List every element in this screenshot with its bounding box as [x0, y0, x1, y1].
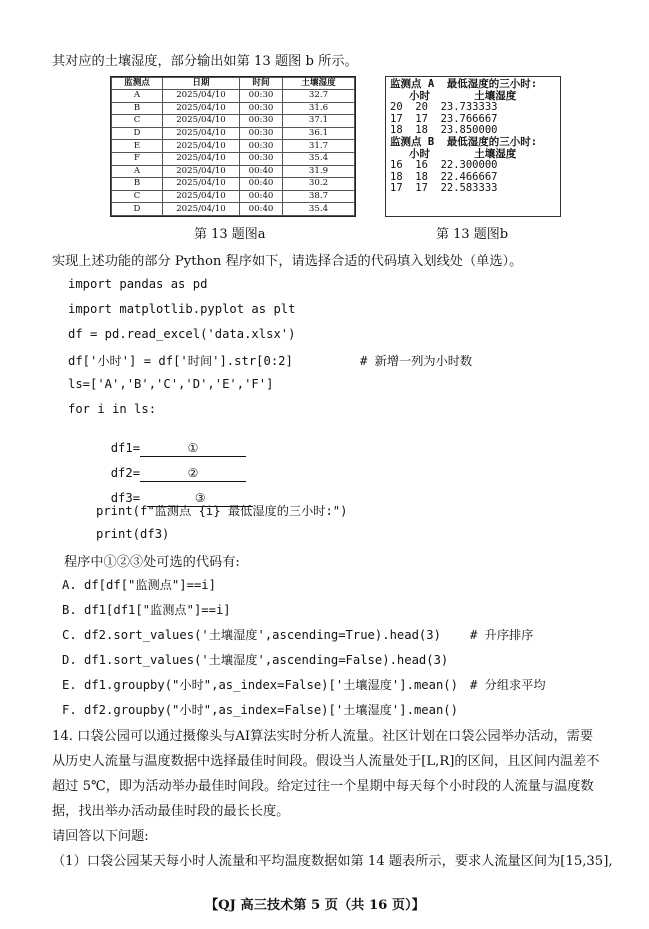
- cell: 2025/04/10: [163, 140, 240, 153]
- q14-line-6: （1）口袋公园某天每小时人流量和平均温度数据如第 14 题表所示，要求人流量区间为[15,35],: [52, 854, 613, 869]
- output-line: 20 20 23.733333: [390, 101, 498, 114]
- cell: D: [112, 203, 163, 216]
- table-row: [112, 115, 355, 128]
- cell: 2025/04/10: [163, 178, 240, 191]
- options-intro: 程序中①②③处可选的代码有:: [64, 555, 240, 570]
- cell: B: [112, 102, 163, 115]
- table-row: [112, 165, 355, 178]
- table-row: [112, 102, 355, 115]
- q14-line-4: 据，找出举办活动最佳时段的最长长度。: [52, 804, 290, 819]
- header-time: 时间: [240, 78, 283, 90]
- cell: 36.1: [283, 127, 355, 140]
- output-line: 17 17 23.766667: [390, 112, 498, 125]
- cell: 31.7: [283, 140, 355, 153]
- cell: 2025/04/10: [163, 165, 240, 178]
- code-line-print-title: print(f"监测点 {i} 最低湿度的三小时:"): [96, 504, 348, 518]
- cell: 00:40: [240, 203, 283, 216]
- cell: E: [112, 140, 163, 153]
- cell: C: [112, 190, 163, 203]
- code-comment-hour: # 新增一列为小时数: [360, 354, 473, 368]
- cell: 00:40: [240, 190, 283, 203]
- option-f: F. df2.groupby("小时",as_index=False)['土壤湿度'].mean(): [62, 703, 458, 717]
- code-line-3: df = pd.read_excel('data.xlsx'): [68, 327, 296, 341]
- df1-assign: df1=: [110, 441, 141, 455]
- cell: 37.1: [283, 115, 355, 128]
- cell: 00:30: [240, 140, 283, 153]
- cell: D: [112, 127, 163, 140]
- option-b: B. df1[df1["监测点"]==i]: [62, 603, 231, 617]
- table-row: [112, 190, 355, 203]
- output-line: 17 17 22.583333: [390, 182, 498, 195]
- q14-line-2: 从历史人流量与温度数据中选择最佳时间段。假设当人流量处于[L,R]的区间，且区间内温差不: [52, 754, 600, 769]
- cell: 00:30: [240, 115, 283, 128]
- q14-line-1: 14. 口袋公园可以通过摄像头与AI算法实时分析人流量。社区计划在口袋公园举办活动，需要: [52, 729, 594, 744]
- program-output-panel: [385, 76, 561, 217]
- cell: 31.9: [283, 165, 355, 178]
- code-line-2: import matplotlib.pyplot as plt: [68, 302, 296, 316]
- table-row: [112, 178, 355, 191]
- task-instruction: 实现上述功能的部分 Python 程序如下，请选择合适的代码填入划线处（单选）。: [52, 254, 523, 269]
- option-c-comment: # 升序排序: [470, 628, 534, 642]
- cell: 00:30: [240, 152, 283, 165]
- code-line-4: df['小时'] = df['时间'].str[0:2]: [68, 354, 293, 368]
- table-row: [112, 152, 355, 165]
- cell: 38.7: [283, 190, 355, 203]
- cell: 2025/04/10: [163, 127, 240, 140]
- caption-figure-b: 第 13 题图b: [436, 227, 509, 242]
- df3-assign: df3=: [110, 491, 148, 505]
- cell: 00:30: [240, 127, 283, 140]
- cell: 2025/04/10: [163, 203, 240, 216]
- page-footer: 【QJ 高三技术第 5 页（共 16 页）】: [205, 898, 425, 913]
- cell: 35.4: [283, 152, 355, 165]
- code-line-6: for i in ls:: [68, 402, 157, 416]
- cell: 2025/04/10: [163, 102, 240, 115]
- q14-line-3: 超过 5℃，即为活动举办最佳时间段。给定过往一个星期中每天每个小时段的人流量与温度数: [52, 779, 594, 794]
- option-e-comment: # 分组求平均: [470, 678, 546, 692]
- blank-3: ③: [147, 491, 253, 507]
- cell: 2025/04/10: [163, 190, 240, 203]
- df2-assign: df2=: [110, 466, 141, 480]
- output-line: 16 16 22.300000: [390, 159, 498, 172]
- cell: 2025/04/10: [163, 115, 240, 128]
- cell: 30.2: [283, 178, 355, 191]
- output-line: 18 18 22.466667: [390, 170, 498, 183]
- cell: F: [112, 152, 163, 165]
- option-e: E. df1.groupby("小时",as_index=False)['土壤湿度'].mean(): [62, 678, 458, 692]
- cell: A: [112, 165, 163, 178]
- cell: 00:30: [240, 102, 283, 115]
- code-line-print-df3: print(df3): [96, 527, 170, 541]
- cell: 2025/04/10: [163, 152, 240, 165]
- cell: 00:40: [240, 165, 283, 178]
- cell: C: [112, 115, 163, 128]
- cell: A: [112, 90, 163, 103]
- blank-2: ②: [140, 466, 246, 482]
- table-row: [112, 90, 355, 103]
- header-humidity: 土壤湿度: [283, 78, 355, 90]
- table-row: [112, 203, 355, 216]
- header-date: 日期: [163, 78, 240, 90]
- table-row: [112, 140, 355, 153]
- output-line: 监测点 A 最低湿度的三小时:: [390, 78, 538, 90]
- code-line-1: import pandas as pd: [68, 277, 208, 291]
- option-a: A. df[df["监测点"]==i]: [62, 578, 216, 592]
- output-line: 18 18 23.850000: [390, 124, 498, 137]
- table-header-row: [112, 78, 355, 90]
- output-line: 小时 土壤湿度: [390, 89, 517, 102]
- q14-line-5: 请回答以下问题:: [52, 829, 149, 844]
- table-row: [112, 127, 355, 140]
- header-station: 监测点: [112, 78, 163, 90]
- cell: 00:30: [240, 90, 283, 103]
- cell: 2025/04/10: [163, 90, 240, 103]
- soil-humidity-table: [110, 76, 356, 217]
- output-line: 监测点 B 最低湿度的三小时:: [390, 135, 538, 148]
- cell: 35.4: [283, 203, 355, 216]
- option-c: C. df2.sort_values('土壤湿度',ascending=True).head(3): [62, 628, 441, 642]
- option-d: D. df1.sort_values('土壤湿度',ascending=False).head(3): [62, 653, 449, 667]
- cell: 31.6: [283, 102, 355, 115]
- cell: B: [112, 178, 163, 191]
- cell: 32.7: [283, 90, 355, 103]
- code-line-5: ls=['A','B','C','D','E','F']: [68, 377, 274, 391]
- blank-1: ①: [140, 441, 246, 457]
- intro-line: 其对应的土壤湿度，部分输出如第 13 题图 b 所示。: [52, 54, 358, 69]
- caption-figure-a: 第 13 题图a: [194, 227, 266, 242]
- output-line: 小时 土壤湿度: [390, 147, 517, 160]
- cell: 00:40: [240, 178, 283, 191]
